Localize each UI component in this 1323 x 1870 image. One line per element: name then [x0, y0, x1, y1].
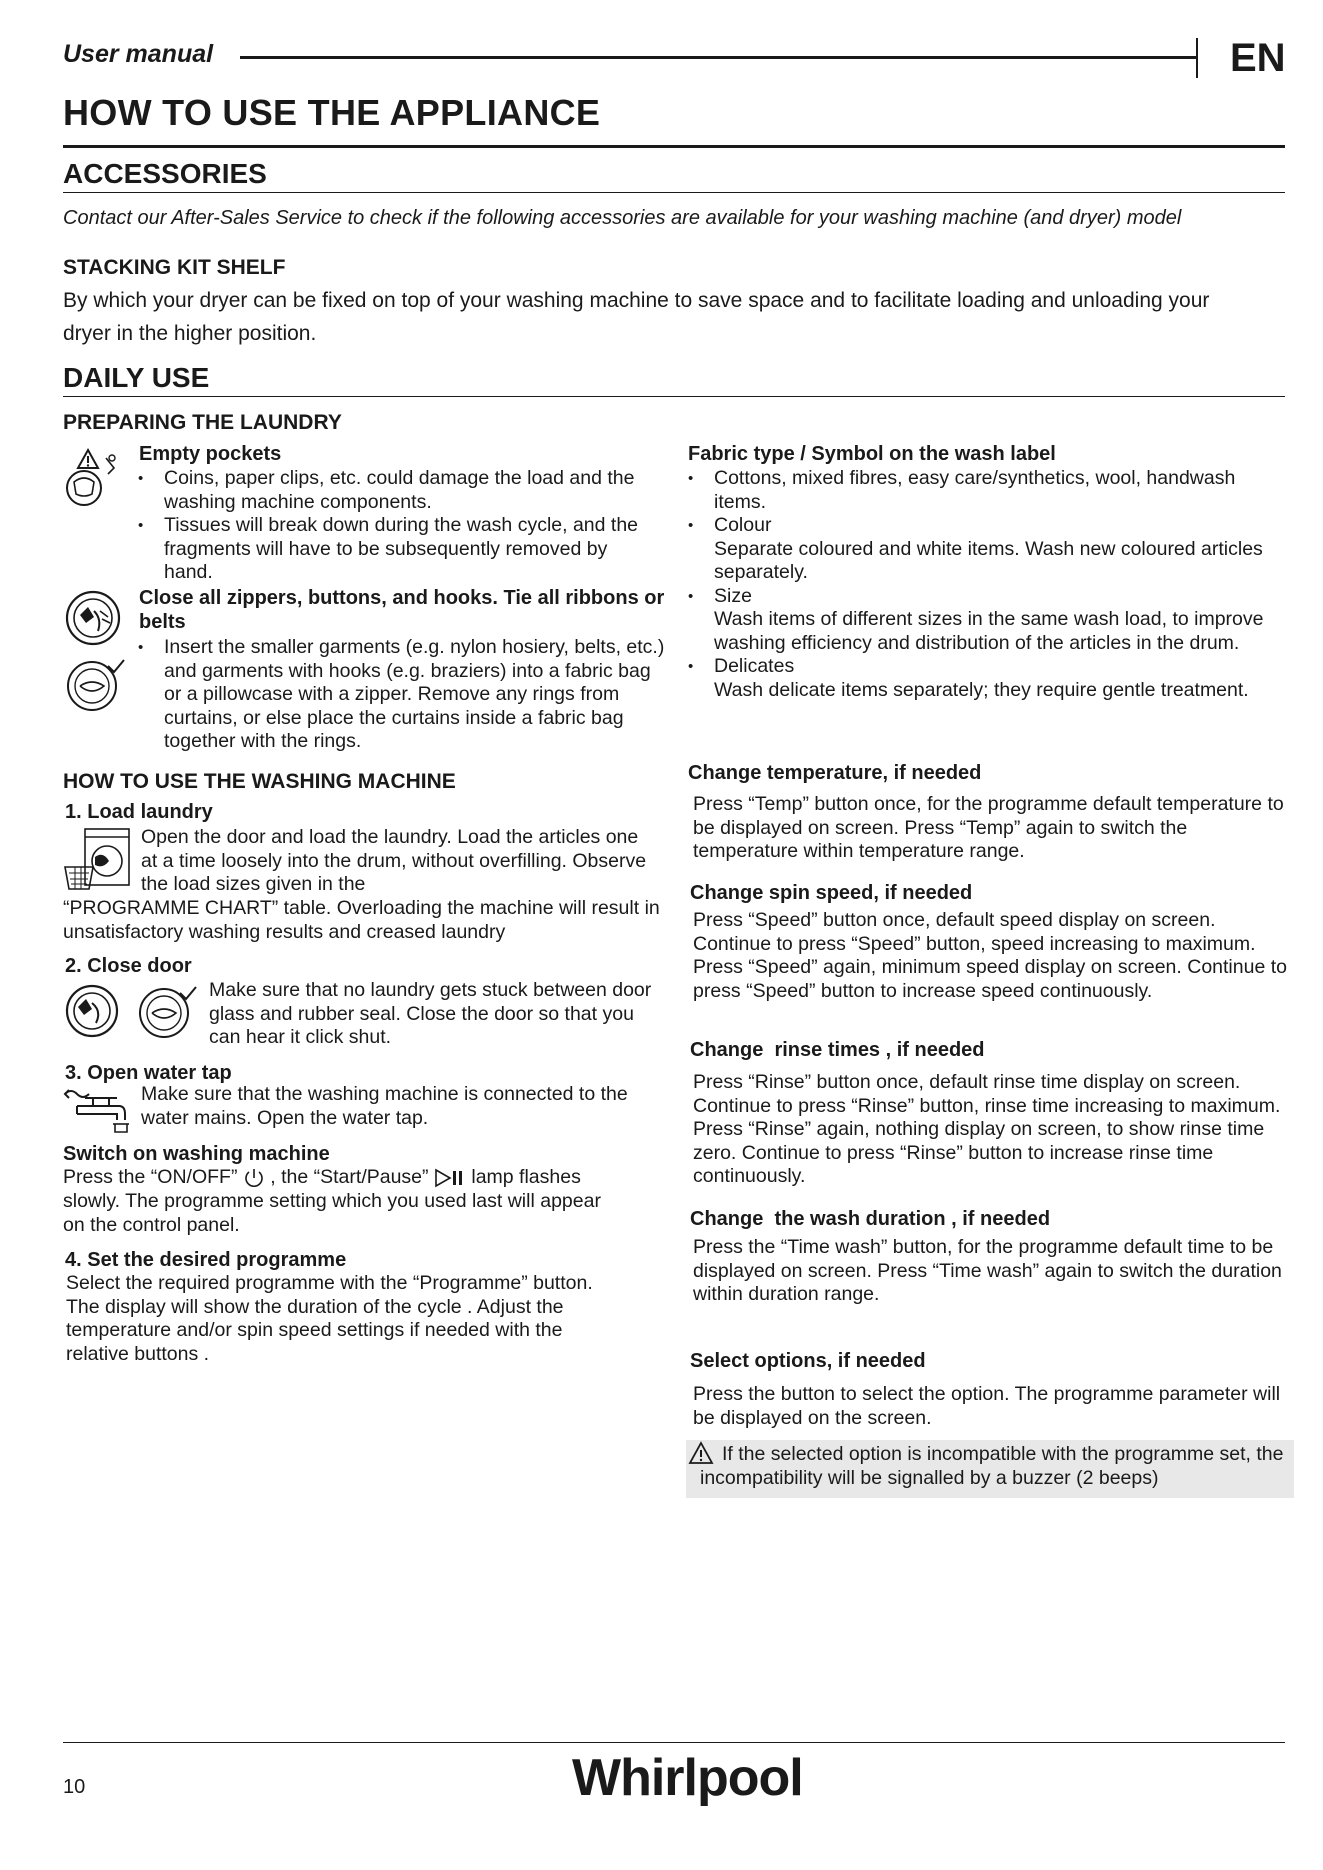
switch-on-text-4: slowly. The programme setting which you used last will appear on the control panel. [63, 1190, 601, 1236]
list-item [688, 467, 1288, 514]
temperature-title: Change temperature, if needed [688, 762, 982, 784]
zipper-icon [64, 589, 122, 647]
fabric-item-label: • Colour [714, 514, 772, 536]
language-code: EN [1230, 36, 1286, 80]
switch-on-title: Switch on washing machine [63, 1143, 330, 1165]
rinse-text: Press “Rinse” button once, default rinse time display on screen. Continue to press “Rinse” button, rinse time increasing to maximum. Press “Rinse” again, nothing display on screen, to show rinse time zero. Continue to press “Rinse” button to increase rinse time continuously. [693, 1071, 1281, 1187]
stacking-kit-title: STACKING KIT SHELF [63, 256, 286, 279]
accessories-heading: ACCESSORIES [63, 158, 267, 189]
water-tap-icon [63, 1086, 129, 1134]
step4-text: Select the required programme with the “Programme” button. The display will show the duration of the cycle . Adjust the temperature and/or spin speed settings if needed with the relative buttons . [66, 1272, 593, 1365]
options-text: Press the button to select the option. The programme parameter will be displayed on the screen. [693, 1383, 1281, 1429]
step1-text-b: “PROGRAMME CHART” table. Overloading the machine will result in unsatisfactory washing results and creased laundry [63, 897, 660, 943]
step1-text-a: Open the door and load the laundry. Load the articles one at a time loosely into the drum, without overfilling. Observe the load sizes given in the [141, 826, 647, 895]
warning-text: If the selected option is incompatible with the programme set, the incompatibility will be signalled by a buzzer (2 beeps) [700, 1443, 1284, 1489]
temperature-text: Press “Temp” button once, for the programme default temperature to be displayed on screen. Press “Temp” again to switch the temperature within temperature range. [693, 793, 1284, 862]
switch-on-text-1: Press the “ON/OFF” [63, 1166, 238, 1188]
fabric-type-title: Fabric type / Symbol on the wash label [688, 443, 1056, 465]
fabric-type-list [688, 467, 1288, 702]
fabric-item-text: Wash delicate items separately; they require gentle treatment. [714, 678, 1249, 701]
page-title: HOW TO USE THE APPLIANCE [63, 92, 601, 133]
list-item: • Insert the smaller garments (e.g. nylon hosiery, belts, etc.) and garments with hooks (e.g. braziers) into a fabric bag or a pillowcase with a zipper. Remove any rings from curtains, or else place the curtains inside a fabric bag together with the rings. [138, 636, 670, 754]
empty-pockets-list [138, 467, 658, 585]
preparing-title: PREPARING THE LAUNDRY [63, 411, 342, 434]
pocket-icon [62, 446, 128, 512]
close-door-icon [64, 983, 120, 1039]
fabric-item-label: • Cottons, mixed fibres, easy care/synthetics, wool, handwash items. [714, 467, 1236, 513]
spin-speed-title: Change spin speed, if needed [690, 882, 973, 904]
how-to-title: HOW TO USE THE WASHING MACHINE [63, 770, 456, 793]
list-item [688, 585, 1288, 656]
header-tick [1196, 38, 1198, 78]
daily-use-heading: DAILY USE [63, 362, 210, 393]
list-item [688, 655, 1288, 702]
start-pause-icon [434, 1167, 466, 1189]
options-title: Select options, if needed [690, 1350, 926, 1372]
step2-text: Make sure that no laundry gets stuck between door glass and rubber seal. Close the door so that you can hear it click shut. [209, 979, 652, 1048]
daily-use-rule [63, 396, 1285, 397]
step2-title: 2. Close door [65, 955, 192, 977]
garment-bag-icon [64, 656, 126, 714]
wash-duration-text: Press the “Time wash” button, for the programme default time to be displayed on screen. Press “Time wash” again to switch the duration within duration range. [693, 1236, 1282, 1305]
garment-bag-icon [136, 983, 198, 1041]
empty-pockets-title: Empty pockets [139, 443, 282, 465]
list-item [688, 514, 1288, 585]
spin-speed-text: Press “Speed” button once, default speed display on screen. Continue to press “Speed” button, speed increasing to maximum. Press “Speed” again, minimum speed display on screen. Continue to press “Speed” button to increase speed continuously. [693, 909, 1287, 1002]
brand-logo: Whirlpool [572, 1749, 803, 1807]
list-item: • Tissues will break down during the wash cycle, and the fragments will have to be subsequently removed by hand. [138, 514, 658, 585]
wash-duration-title: Change the wash duration , if needed [690, 1208, 1051, 1230]
stacking-kit-text: By which your dryer can be fixed on top of your washing machine to save space and to facilitate loading and unloading your dryer in the higher position. [63, 289, 1210, 345]
step4-title: 4. Set the desired programme [65, 1249, 347, 1271]
footer-rule [63, 1742, 1285, 1743]
page-number: 10 [63, 1776, 86, 1798]
header-title: User manual [63, 40, 214, 68]
fabric-item-text: Wash items of different sizes in the same wash load, to improve washing efficiency and distribution of the articles in the drum. [714, 608, 1264, 654]
switch-on-text-2: , the “Start/Pause” [270, 1166, 429, 1188]
fabric-item-text: Separate coloured and white items. Wash new coloured articles separately. [714, 537, 1263, 583]
fabric-item-label: • Size [714, 584, 752, 607]
rinse-title: Change rinse times , if needed [690, 1039, 985, 1061]
load-laundry-icon [63, 827, 133, 891]
step3-title: 3. Open water tap [65, 1062, 232, 1084]
switch-on-text-3: lamp flashes [471, 1166, 581, 1188]
list-item: • Coins, paper clips, etc. could damage the load and the washing machine components. [138, 467, 658, 514]
power-icon [243, 1167, 265, 1189]
step3-text: Make sure that the washing machine is connected to the water mains. Open the water tap. [141, 1083, 628, 1129]
zippers-list [138, 636, 670, 754]
title-rule [63, 145, 1285, 148]
accessories-rule [63, 192, 1285, 193]
header-rule [240, 56, 1198, 59]
step1-title: 1. Load laundry [65, 801, 213, 823]
fabric-item-label: • Delicates [714, 655, 795, 677]
switch-on-line1 [63, 1166, 673, 1190]
accessories-intro: Contact our After-Sales Service to check if the following accessories are available for your washing machine (and dryer) model [63, 207, 1182, 229]
zippers-title: Close all zippers, buttons, and hooks. Tie all ribbons or belts [139, 587, 665, 633]
